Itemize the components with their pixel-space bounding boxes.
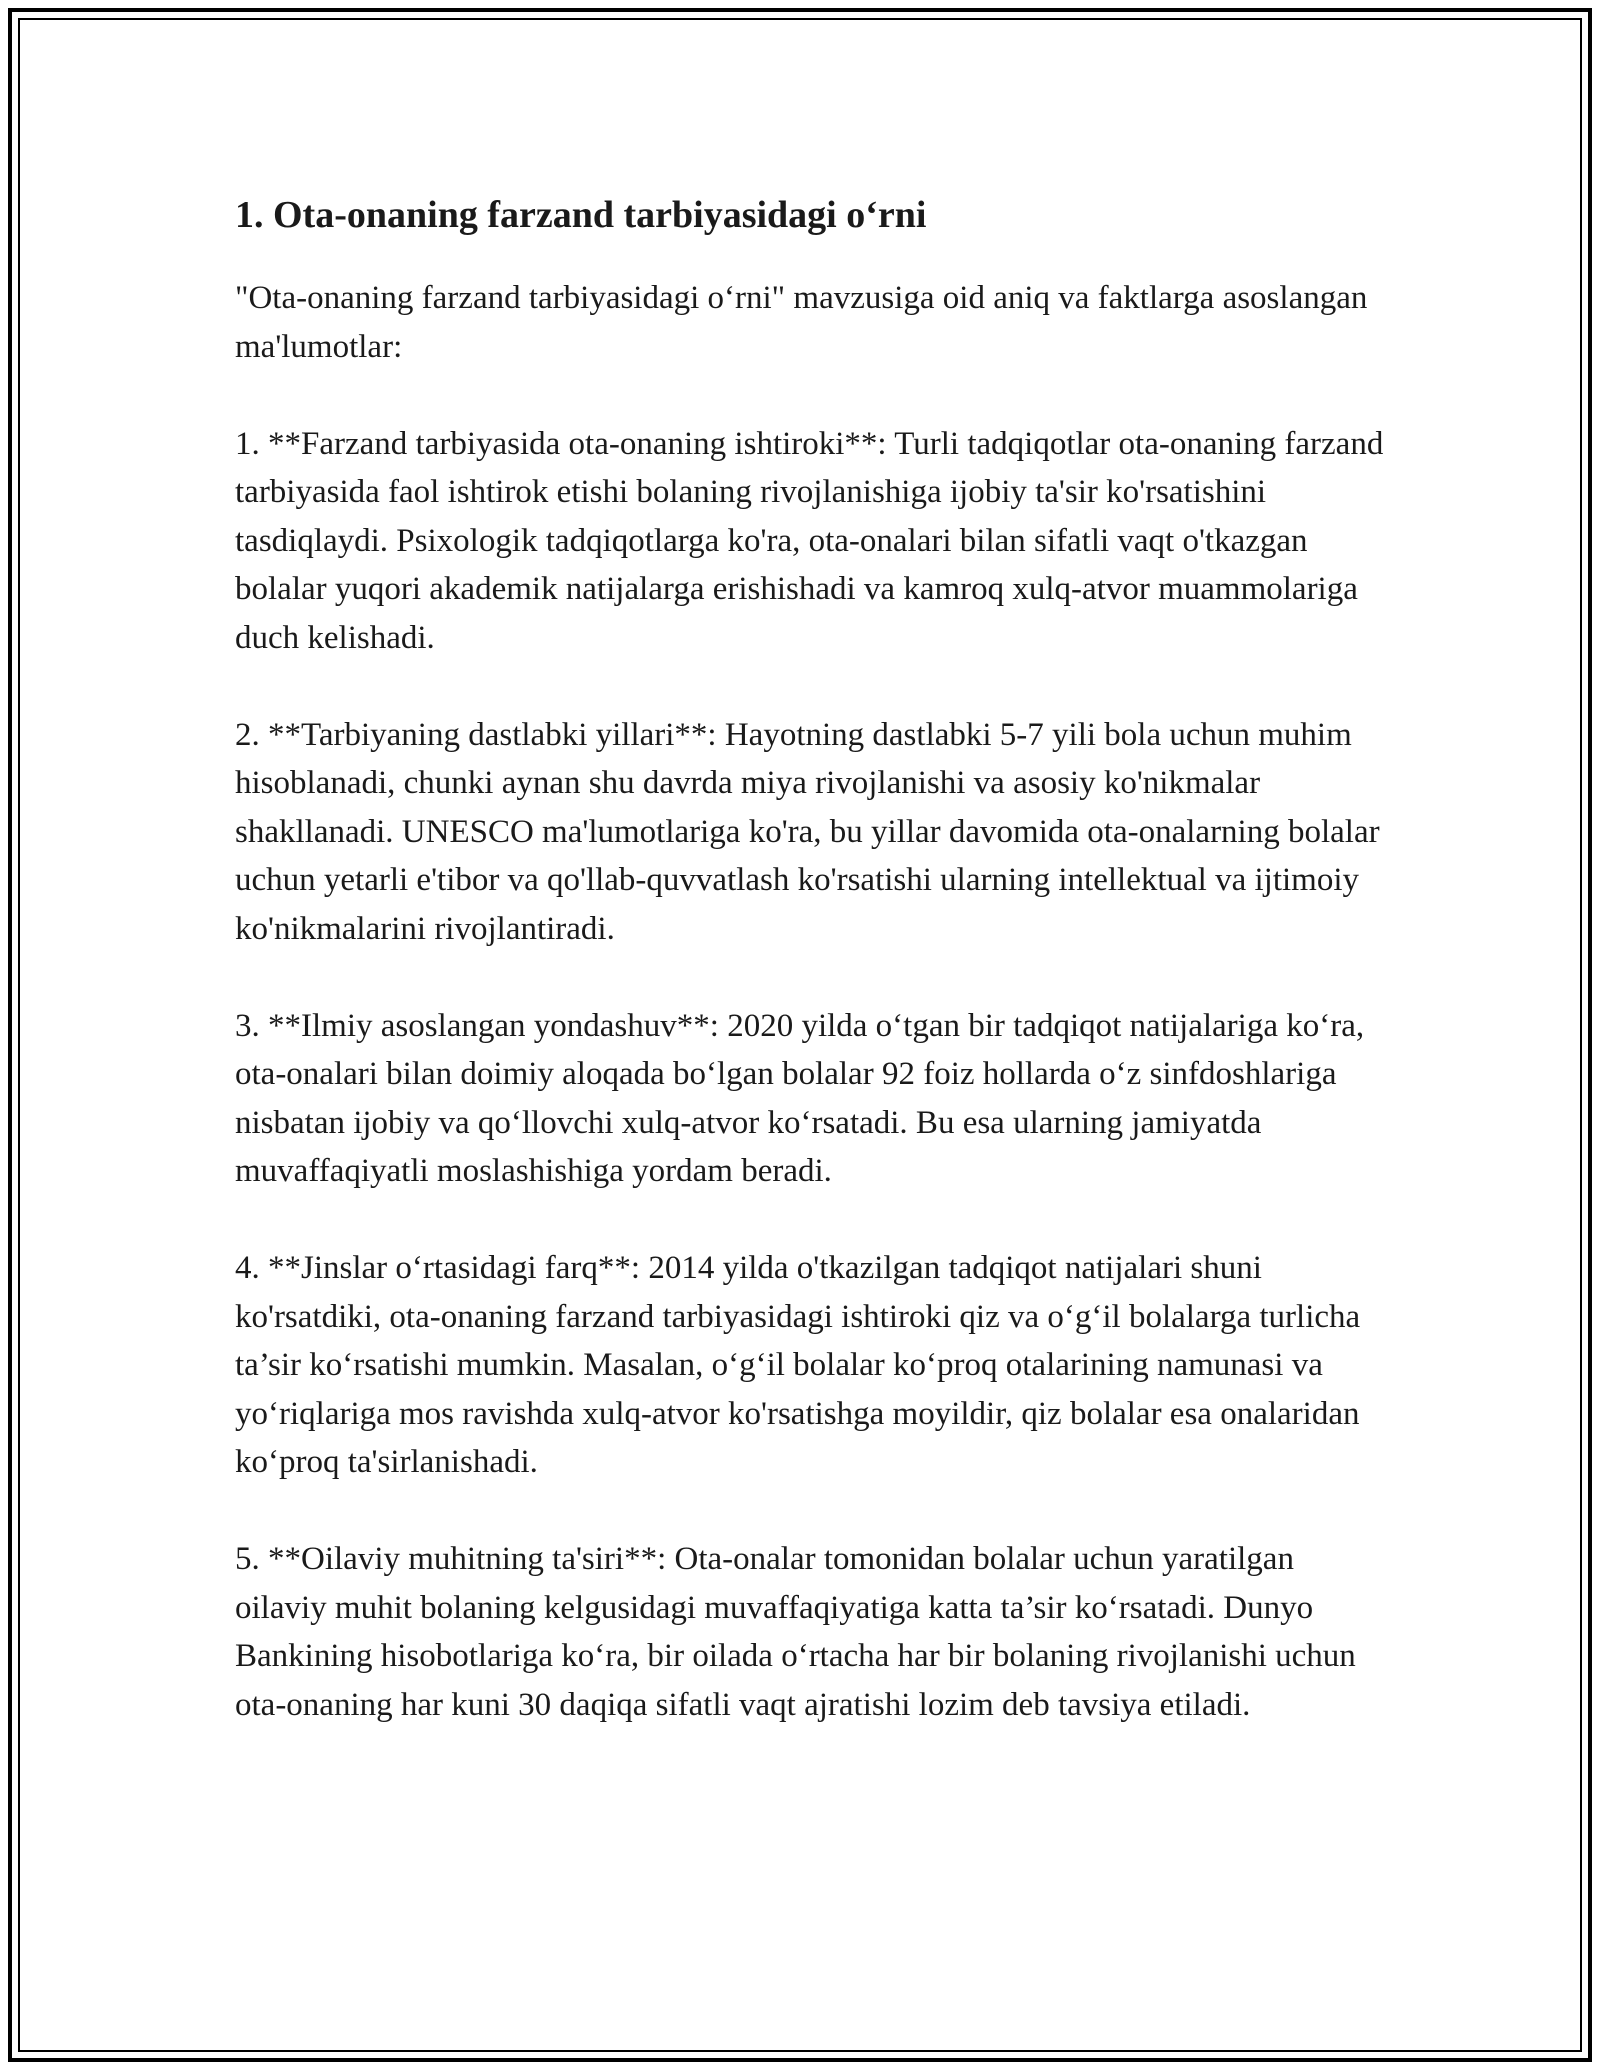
list-item: 5. **Oilaviy muhitning ta'siri**: Ota-onalar tomonidan bolalar uchun yaratilgan oilaviy muhit bolaning kelgusidagi muvaffaqiyatiga katta ta’sir ko‘rsatadi. Dunyo Bankining hisobotlariga ko‘ra, bir oilada o‘rtacha har bir bolaning rivojlanishi uchun ota-onaning har kuni 30 daqiqa sifatli vaqt ajratishi lozim deb tavsiya etiladi.	[235, 1541, 1356, 1723]
intro-paragraph: "Ota-onaning farzand tarbiyasidagi o‘rni" mavzusiga oid aniq va faktlarga asoslangan ma'lumotlar:	[235, 280, 1368, 365]
list-item: 1. **Farzand tarbiyasida ota-onaning ishtiroki**: Turli tadqiqotlar ota-onaning farzand tarbiyasida faol ishtirok etishi bolaning rivojlanishiga ijobiy ta'sir ko'rsatishini tasdiqlaydi. Psixologik tadqiqotlarga ko'ra, ota-onalari bilan sifatli vaqt o'tkazgan bolalar yuqori akademik natijalarga erishishadi va kamroq xulq-atvor muammolariga duch kelishadi.	[235, 425, 1384, 656]
list-item: 4. **Jinslar o‘rtasidagi farq**: 2014 yilda o'tkazilgan tadqiqot natijalari shuni ko'rsatdiki, ota-onaning farzand tarbiyasidagi ishtiroki qiz va o‘g‘il bolalarga turlicha ta’sir ko‘rsatishi mumkin. Masalan, o‘g‘il bolalar ko‘proq otalarining namunasi va yo‘riqlariga mos ravishda xulq-atvor ko'rsatishga moyildir, qiz bolalar esa onalaridan ko‘proq ta'sirlanishadi.	[235, 1250, 1361, 1480]
list-item: 3. **Ilmiy asoslangan yondashuv**: 2020 yilda o‘tgan bir tadqiqot natijalariga ko‘ra, ota-onalari bilan doimiy aloqada bo‘lgan bolalar 92 foiz hollarda o‘z sinfdoshlariga nisbatan ijobiy va qo‘llovchi xulq-atvor ko‘rsatadi. Bu esa ularning jamiyatda muvaffaqiyatli moslashishiga yordam beradi.	[235, 1007, 1365, 1189]
list-item: 2. **Tarbiyaning dastlabki yillari**: Hayotning dastlabki 5-7 yili bola uchun muhim hisoblanadi, chunki aynan shu davrda miya rivojlanishi va asosiy ko'nikmalar shakllanadi. UNESCO ma'lumotlariga ko'ra, bu yillar davomida ota-onalarning bolalar uchun yetarli e'tibor va qo'llab-quvvatlash ko'rsatishi ularning intellektual va ijtimoiy ko'nikmalarini rivojlantiradi.	[235, 716, 1380, 947]
document-title: 1. Ota-onaning farzand tarbiyasidagi o‘rni	[235, 194, 927, 236]
document-body	[235, 190, 1385, 1729]
